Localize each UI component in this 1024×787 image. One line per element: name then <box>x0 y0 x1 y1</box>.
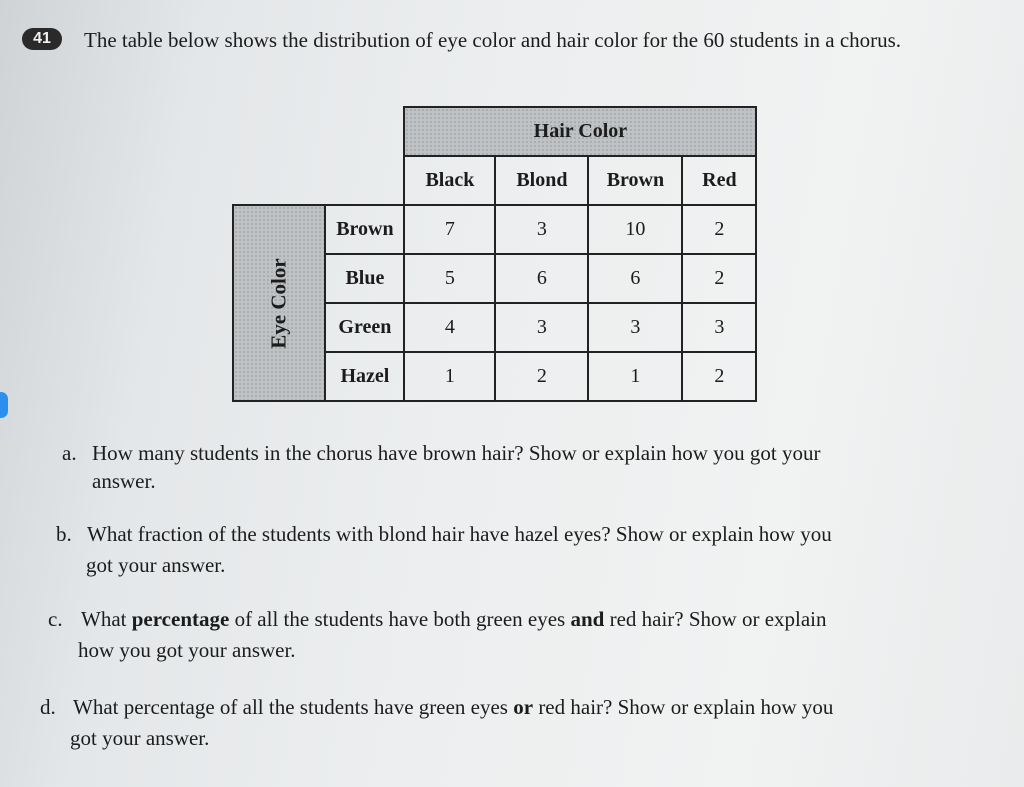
col-header-black: Black <box>404 156 495 205</box>
table-cell: 6 <box>588 254 682 303</box>
question-b-line2: got your answer. <box>86 553 226 577</box>
eye-hair-table <box>232 106 757 402</box>
table-cell: 2 <box>682 254 756 303</box>
question-d-letter: d. <box>40 695 56 719</box>
question-number-badge: 41 <box>22 28 62 50</box>
table-cell: 5 <box>404 254 495 303</box>
col-header-blond: Blond <box>495 156 588 205</box>
question-d-line2: got your answer. <box>70 726 210 750</box>
table-cell: 2 <box>682 205 756 254</box>
question-c-line1 <box>81 604 827 634</box>
question-intro: The table below shows the distribution of eye color and hair color for the 60 students in a chorus. <box>84 28 902 52</box>
eye-color-header <box>233 205 325 401</box>
question-b-line1: What fraction of the students with blond hair have hazel eyes? Show or explain how you <box>87 522 832 546</box>
table-cell: 3 <box>588 303 682 352</box>
question-d-text-post: red hair? Show or explain how you <box>533 695 834 719</box>
table-cell: 10 <box>588 205 682 254</box>
row-header-green: Green <box>325 303 404 352</box>
row-header-blue: Blue <box>325 254 404 303</box>
table-blank-corner-2 <box>233 156 404 205</box>
table-cell: 4 <box>404 303 495 352</box>
row-header-brown: Brown <box>325 205 404 254</box>
scroll-tab-marker <box>0 392 8 418</box>
table-cell: 2 <box>682 352 756 401</box>
question-d-text-pre: What percentage of all the students have green eyes <box>73 695 514 719</box>
question-c-text-pre: What <box>81 607 132 631</box>
question-d-line1 <box>73 692 833 722</box>
question-c-letter: c. <box>48 607 63 631</box>
table-cell: 3 <box>495 303 588 352</box>
table-cell: 1 <box>404 352 495 401</box>
table-blank-corner <box>233 107 404 156</box>
question-a-line2: answer. <box>92 469 156 493</box>
col-header-brown: Brown <box>588 156 682 205</box>
question-c-text-post: red hair? Show or explain <box>604 607 827 631</box>
question-c-text-mid: of all the students have both green eyes <box>229 607 571 631</box>
question-c-bold-percentage: percentage <box>131 607 230 631</box>
table-cell: 1 <box>588 352 682 401</box>
table-cell: 3 <box>682 303 756 352</box>
question-a-line1: How many students in the chorus have brown hair? Show or explain how you got your <box>92 441 821 465</box>
question-d-bold-or: or <box>513 695 534 719</box>
question-b-letter: b. <box>56 522 72 546</box>
table-cell: 3 <box>495 205 588 254</box>
question-c-bold-and: and <box>570 607 605 631</box>
table-cell: 7 <box>404 205 495 254</box>
table-cell: 6 <box>495 254 588 303</box>
eye-color-label: Eye Color <box>266 257 291 349</box>
row-header-hazel: Hazel <box>325 352 404 401</box>
question-c-line2: how you got your answer. <box>78 638 296 662</box>
hair-color-header: Hair Color <box>404 107 756 156</box>
col-header-red: Red <box>682 156 756 205</box>
table-cell: 2 <box>495 352 588 401</box>
question-a-letter: a. <box>62 441 77 465</box>
